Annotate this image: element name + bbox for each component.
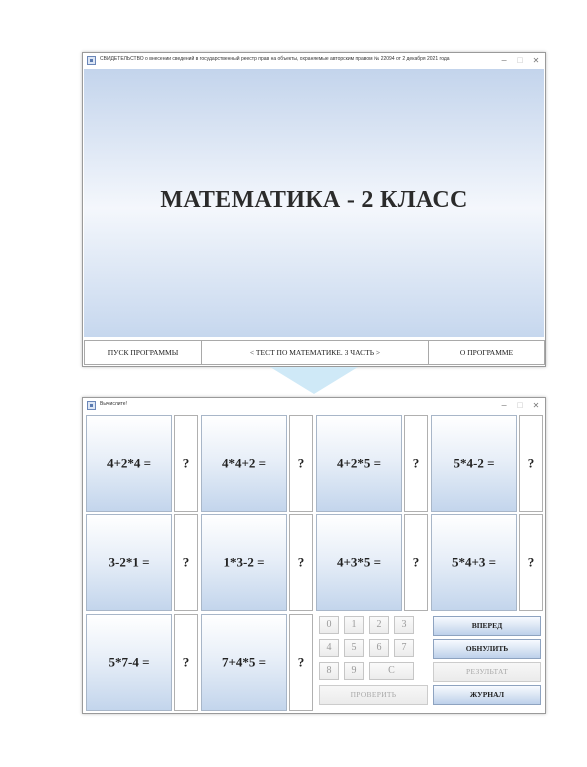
close-icon[interactable]: ✕ (532, 401, 540, 410)
problem-tile[interactable] (316, 514, 402, 611)
answer-value: ? (412, 455, 420, 471)
problem-expression: 4+2*4 = (106, 455, 152, 471)
digit-5-button[interactable]: 5 (344, 639, 364, 657)
answer-value: ? (412, 554, 420, 570)
problem-tile[interactable] (431, 514, 517, 611)
answer-value: ? (297, 455, 305, 471)
answer-value: ? (182, 554, 190, 570)
digit-8-button[interactable]: 8 (319, 662, 339, 680)
digit-9-button[interactable]: 9 (344, 662, 364, 680)
clear-button[interactable]: C (369, 662, 414, 680)
title-panel (84, 69, 544, 337)
problem-expression: 1*3-2 = (223, 554, 265, 570)
answer-value: ? (182, 455, 190, 471)
answer-value: ? (297, 554, 305, 570)
answer-value: ? (527, 554, 535, 570)
start-program-button[interactable]: ПУСК ПРОГРАММЫ (84, 340, 202, 365)
problem-tile[interactable] (431, 415, 517, 512)
digit-1-button[interactable]: 1 (344, 616, 364, 634)
digit-0-button[interactable]: 0 (319, 616, 339, 634)
problem-tile[interactable] (201, 514, 287, 611)
main-menu-window (82, 52, 546, 367)
answer-box[interactable] (404, 514, 428, 611)
answer-box[interactable] (174, 415, 198, 512)
problem-tile[interactable] (201, 614, 287, 711)
problem-tile[interactable] (86, 415, 172, 512)
problem-expression: 3-2*1 = (108, 554, 150, 570)
exercise-window (82, 397, 546, 714)
next-button[interactable]: ВПЕРЕД (433, 616, 541, 636)
digit-7-button[interactable]: 7 (394, 639, 414, 657)
problem-expression: 4+2*5 = (336, 455, 382, 471)
window-title: СВИДЕТЕЛЬСТВО о внесении сведений в государственный реестр прав на объекты, охраняемые авторским правом № 22094 от 2 декабря 2021 года (100, 56, 450, 62)
check-button[interactable]: ПРОВЕРИТЬ (319, 685, 428, 705)
digit-6-button[interactable]: 6 (369, 639, 389, 657)
result-button[interactable]: РЕЗУЛЬТАТ (433, 662, 541, 682)
answer-value: ? (297, 654, 305, 670)
minimize-icon[interactable]: − (500, 401, 508, 410)
problem-expression: 5*4+3 = (451, 554, 497, 570)
maximize-icon[interactable]: □ (516, 56, 524, 64)
title-bar[interactable] (83, 53, 545, 69)
problem-expression: 7+4*5 = (221, 654, 267, 670)
app-icon (87, 56, 96, 65)
close-icon[interactable]: ✕ (532, 56, 540, 65)
problem-expression: 4+3*5 = (336, 554, 382, 570)
maximize-icon[interactable]: □ (516, 401, 524, 409)
answer-box[interactable] (289, 614, 313, 711)
problem-tile[interactable] (316, 415, 402, 512)
app-icon (87, 401, 96, 410)
minimize-icon[interactable]: − (500, 56, 508, 65)
window-title: Вычислите! (100, 401, 127, 407)
digit-3-button[interactable]: 3 (394, 616, 414, 634)
answer-box[interactable] (289, 514, 313, 611)
answer-box[interactable] (404, 415, 428, 512)
problem-expression: 4*4+2 = (221, 455, 267, 471)
test-selector-button[interactable]: < ТЕСТ ПО МАТЕМАТИКЕ. 3 ЧАСТЬ > (201, 340, 429, 365)
reset-button[interactable]: ОБНУЛИТЬ (433, 639, 541, 659)
title-bar[interactable] (83, 398, 545, 414)
answer-value: ? (182, 654, 190, 670)
down-arrow-icon (270, 367, 358, 394)
answer-box[interactable] (289, 415, 313, 512)
answer-box[interactable] (519, 514, 543, 611)
problem-tile[interactable] (86, 514, 172, 611)
digit-4-button[interactable]: 4 (319, 639, 339, 657)
answer-box[interactable] (519, 415, 543, 512)
problem-expression: 5*7-4 = (108, 654, 150, 670)
problem-tile[interactable] (86, 614, 172, 711)
page-title: МАТЕМАТИКА - 2 КЛАСС (160, 187, 468, 213)
problem-tile[interactable] (201, 415, 287, 512)
journal-button[interactable]: ЖУРНАЛ (433, 685, 541, 705)
digit-2-button[interactable]: 2 (369, 616, 389, 634)
answer-box[interactable] (174, 614, 198, 711)
problem-expression: 5*4-2 = (453, 455, 495, 471)
about-program-button[interactable]: О ПРОГРАММЕ (428, 340, 545, 365)
answer-box[interactable] (174, 514, 198, 611)
answer-value: ? (527, 455, 535, 471)
